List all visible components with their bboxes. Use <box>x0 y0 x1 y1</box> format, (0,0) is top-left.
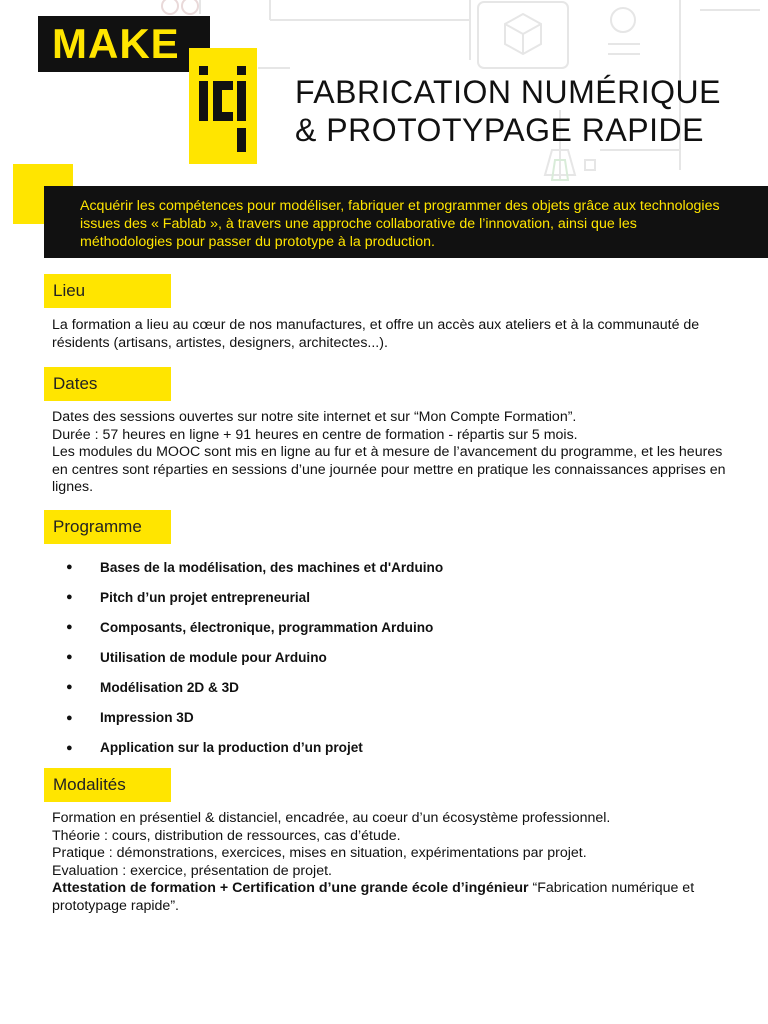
intro-text: Acquérir les compétences pour modéliser, fabriquer et programmer des objets grâce aux technologies issues des « Fablab », à travers une approche collaborative de l’innovation, ainsi que les méthodologies pour passer du prototype à la production. <box>80 198 720 250</box>
list-item-label: Modélisation 2D & 3D <box>100 679 239 695</box>
intro-banner <box>44 186 768 258</box>
section-heading-lieu <box>44 274 171 308</box>
list-item-label: Pitch d’un projet entrepreneurial <box>100 589 310 605</box>
dates-text <box>52 409 742 497</box>
section-heading-label: Lieu <box>53 281 86 300</box>
certification-rest: “Fabrication numérique et prototypage rapide”. <box>52 880 695 914</box>
list-item <box>66 582 716 612</box>
bullet-icon: ● <box>66 651 73 664</box>
list-item <box>66 552 716 582</box>
list-item-label: Bases de la modélisation, des machines et d'Arduino <box>100 559 444 575</box>
make-banner <box>38 16 210 72</box>
lieu-text: La formation a lieu au cœur de nos manufactures, et offre un accès aux ateliers et à la communauté de résidents (artisans, artistes, designers, architectes...). <box>52 317 700 351</box>
list-item-label: Impression 3D <box>100 710 194 726</box>
list-item <box>66 642 716 672</box>
modalites-line-2: Théorie : cours, distribution de ressources, cas d’étude. <box>52 827 401 844</box>
certification-bold: Attestation de formation + Certification d’une grande école d’ingénieur <box>52 880 529 897</box>
section-heading-modalites <box>44 768 171 802</box>
section-heading-label: Dates <box>53 374 98 393</box>
list-item <box>66 672 716 702</box>
modalites-text <box>52 810 752 916</box>
title-line-1: FABRICATION NUMÉRIQUE <box>295 74 721 110</box>
bullet-icon: ● <box>66 741 73 754</box>
list-item <box>66 733 716 763</box>
ici-logo-icon <box>189 48 257 164</box>
list-item <box>66 702 716 732</box>
dates-line-3: Les modules du MOOC sont mis en ligne au fur et à mesure de l’avancement du programme, et les heures en centres sont réparties en sessions d’une journée pour mettre en pratique les connaissances apprises en lignes. <box>52 444 726 496</box>
page-title <box>295 73 721 149</box>
list-item <box>66 612 716 642</box>
section-heading-programme <box>44 510 171 544</box>
section-heading-label: Programme <box>53 517 142 536</box>
dates-line-2: Durée : 57 heures en ligne + 91 heures en centre de formation - répartis sur 5 mois. <box>52 426 578 443</box>
bullet-icon: ● <box>66 711 73 724</box>
dates-line-1: Dates des sessions ouvertes sur notre site internet et sur “Mon Compte Formation”. <box>52 409 577 425</box>
bullet-icon: ● <box>66 591 73 604</box>
bullet-icon: ● <box>66 621 73 634</box>
list-item-label: Utilisation de module pour Arduino <box>100 649 327 665</box>
bullet-icon: ● <box>66 561 73 574</box>
certification-text <box>52 880 752 915</box>
title-line-2: & PROTOTYPAGE RAPIDE <box>295 112 704 148</box>
bullet-icon: ● <box>66 681 73 694</box>
modalites-line-1: Formation en présentiel & distanciel, encadrée, au coeur d’un écosystème professionnel. <box>52 810 611 826</box>
list-item-label: Application sur la production d’un projet <box>100 740 363 756</box>
modalites-line-4: Evaluation : exercice, présentation de projet. <box>52 862 332 879</box>
list-item-label: Composants, électronique, programmation Arduino <box>100 619 434 635</box>
section-heading-label: Modalités <box>53 775 126 794</box>
ici-logo <box>189 48 257 164</box>
programme-list <box>66 552 716 763</box>
section-heading-dates <box>44 367 171 401</box>
modalites-line-3: Pratique : démonstrations, exercices, mises en situation, expérimentations par projet. <box>52 845 587 862</box>
make-label: MAKE <box>52 20 180 67</box>
